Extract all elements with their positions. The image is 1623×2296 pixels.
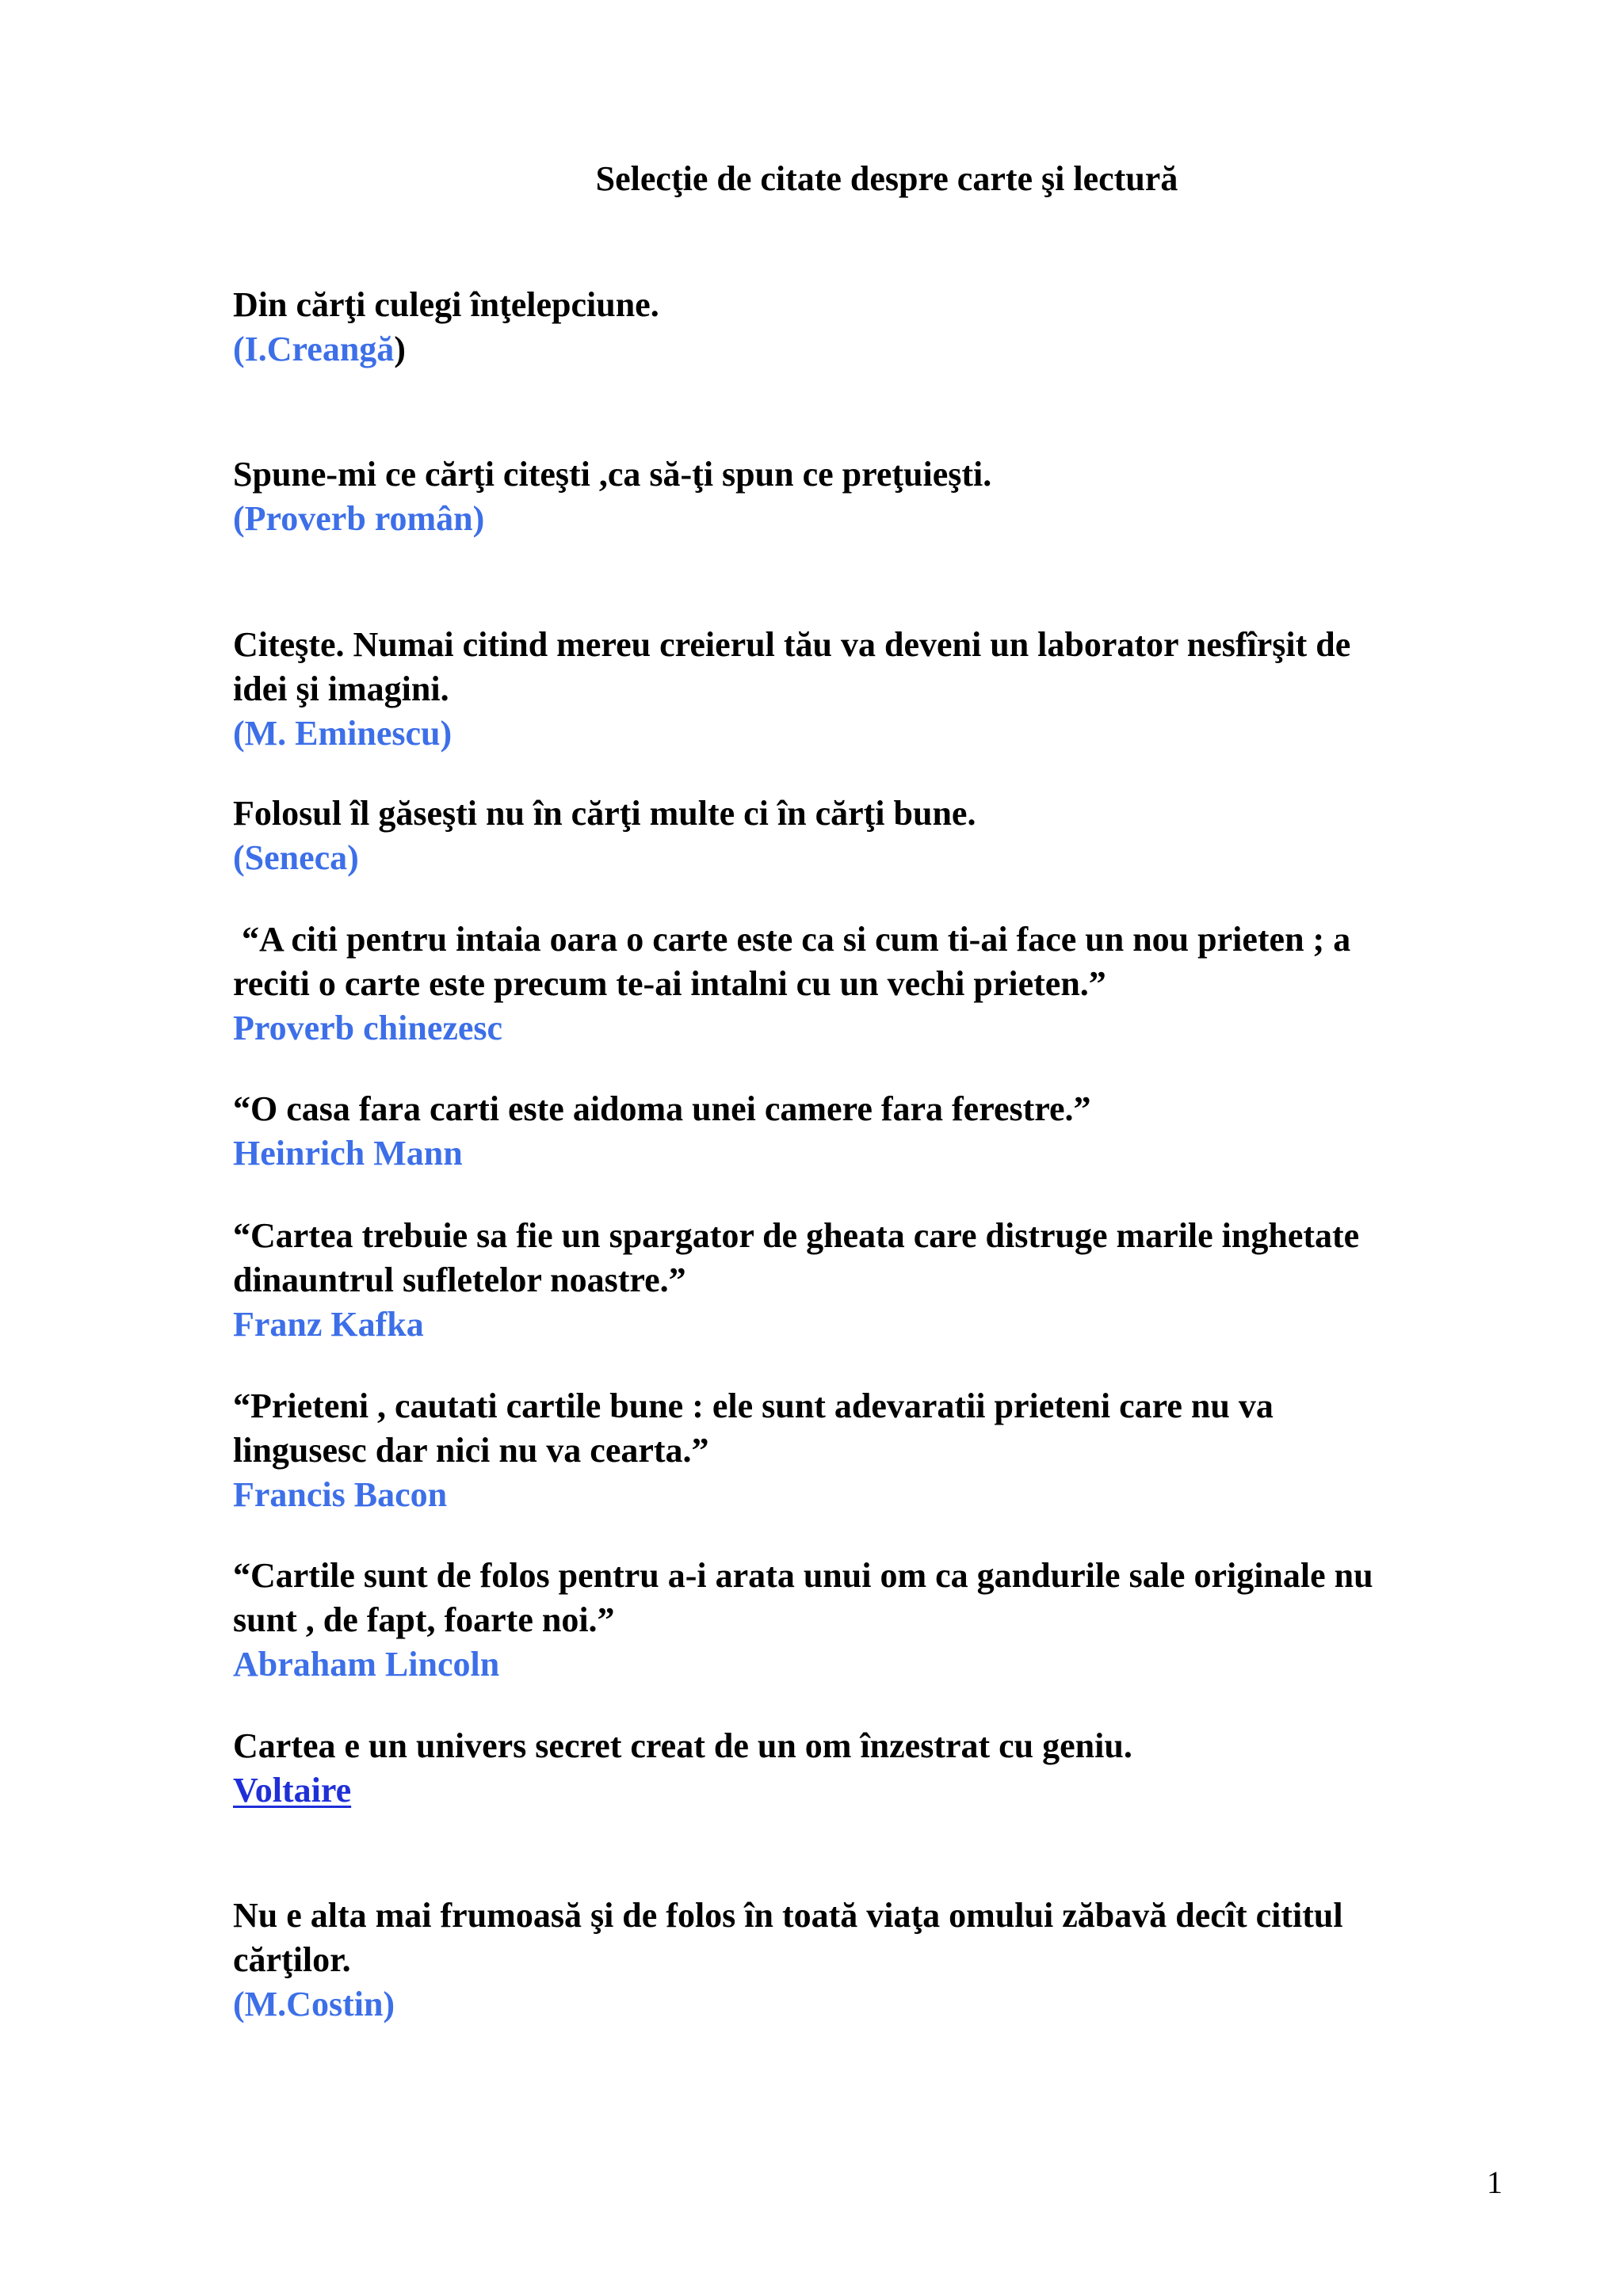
- quote-block: [233, 1087, 1493, 1176]
- quote-text: Spune-mi ce cărţi citeşti ,ca să-ţi spun ce preţuieşti.: [233, 455, 992, 494]
- quote-author: Abraham Lincoln: [233, 1645, 500, 1684]
- quote-text-line: dinauntrul sufletelor noastre.”: [233, 1261, 686, 1299]
- quote-text: Cartea e un univers secret creat de un om înzestrat cu geniu.: [233, 1726, 1132, 1765]
- quote-author: Francis Bacon: [233, 1475, 448, 1514]
- quote-text-line: “Prieteni , cautati cartile bune : ele sunt adevaratii prieteni care nu va: [233, 1386, 1274, 1425]
- author-link-voltaire[interactable]: Voltaire: [233, 1771, 352, 1810]
- quote-block: [233, 917, 1493, 1051]
- quote-block: [233, 623, 1493, 756]
- author-closing-paren: ): [394, 330, 406, 368]
- quote-text: Folosul îl găseşti nu în cărţi multe ci în cărţi bune.: [233, 794, 976, 833]
- page-number: 1: [1487, 2164, 1503, 2200]
- quote-author: Proverb chinezesc: [233, 1009, 503, 1047]
- quote-block: [233, 1384, 1493, 1517]
- quote-text-line: cărţilor.: [233, 1940, 351, 1979]
- quote-text-line: reciti o carte este precum te-ai intalni cu un vechi prieten.”: [233, 964, 1106, 1003]
- quote-text-line: idei şi imagini.: [233, 669, 449, 708]
- quote-author: [233, 327, 1493, 372]
- quote-text: “O casa fara carti este aidoma unei camere fara ferestre.”: [233, 1089, 1091, 1128]
- quote-block: [233, 1724, 1493, 1813]
- quote-author: Franz Kafka: [233, 1305, 424, 1344]
- quote-text-line: Nu e alta mai frumoasă şi de folos în toată viaţa omului zăbavă decît cititul: [233, 1896, 1343, 1935]
- quote-block: [233, 1554, 1493, 1687]
- quote-block: [233, 1214, 1493, 1347]
- quote-text-line: lingusesc dar nici nu va cearta.”: [233, 1431, 709, 1470]
- quote-block: [233, 1894, 1493, 2027]
- quote-block: [233, 791, 1493, 880]
- quote-text: Din cărţi culegi înţelepciune.: [233, 285, 659, 324]
- quote-text-line: Citeşte. Numai citind mereu creierul tău va deveni un laborator nesfîrşit de: [233, 625, 1351, 664]
- quote-block: [233, 452, 1493, 541]
- quote-text-line: “Cartea trebuie sa fie un spargator de gheata care distruge marile inghetate: [233, 1216, 1360, 1255]
- quote-author: (Seneca): [233, 838, 359, 877]
- quote-author: Heinrich Mann: [233, 1134, 463, 1173]
- quote-text-line: “A citi pentru intaia oara o carte este ca si cum ti-ai face un nou prieten ; a: [233, 920, 1351, 959]
- quote-author: (Proverb român): [233, 499, 485, 538]
- author-name: (I.Creangă: [233, 330, 395, 368]
- quote-text-line: sunt , de fapt, foarte noi.”: [233, 1600, 615, 1639]
- page-title: Selecţie de citate despre carte şi lectură: [595, 159, 1178, 198]
- quote-author: (M. Eminescu): [233, 714, 453, 753]
- quote-block: [233, 283, 1493, 372]
- quote-author: (M.Costin): [233, 1985, 395, 2023]
- quote-text-line: “Cartile sunt de folos pentru a-i arata unui om ca gandurile sale originale nu: [233, 1556, 1373, 1595]
